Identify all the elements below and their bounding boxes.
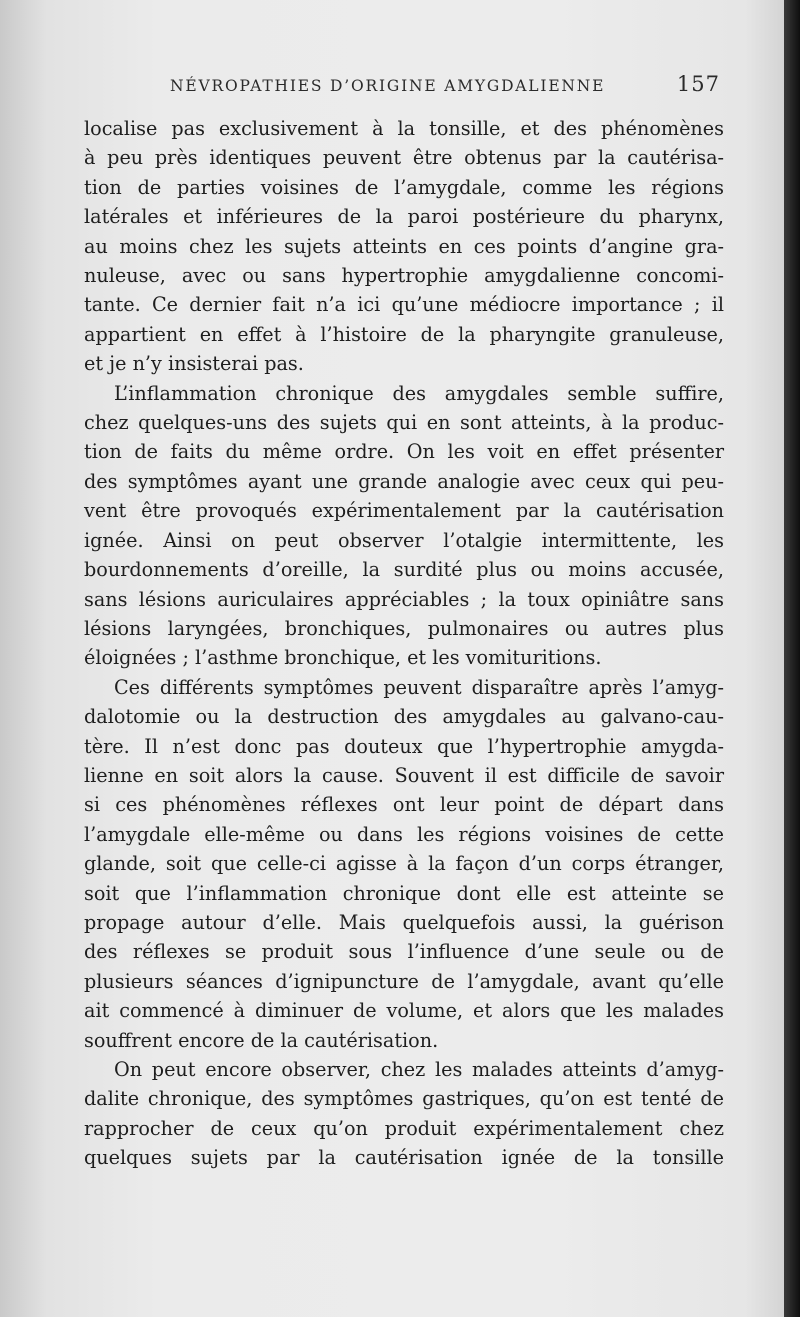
page-edge-shadow — [784, 0, 800, 1317]
page-number: 157 — [676, 72, 720, 96]
text-line: tion de parties voisines de l’amygdale, comme les régions — [84, 175, 724, 199]
paragraph-1 — [84, 114, 724, 379]
text-line: tère. Il n’est donc pas douteux que l’hypertrophie amygda- — [84, 734, 724, 758]
paragraph-3 — [84, 673, 724, 1055]
text-line: des symptômes ayant une grande analogie avec ceux qui peu- — [84, 469, 724, 493]
text-line: latérales et inférieures de la paroi postérieure du pharynx, — [84, 205, 724, 229]
text-line: si ces phénomènes réflexes ont leur point de départ dans — [84, 793, 724, 817]
paragraph-4 — [84, 1055, 724, 1173]
text-line: l’amygdale elle-même ou dans les régions voisines de cette — [84, 822, 724, 846]
text-line: souffrent encore de la cautérisation. — [84, 1028, 439, 1052]
text-line: glande, soit que celle-ci agisse à la façon d’un corps étranger, — [84, 852, 724, 876]
text-line: au moins chez les sujets atteints en ces points d’angine gra- — [84, 234, 724, 258]
text-line: ignée. Ainsi on peut observer l’otalgie intermittente, les — [84, 528, 724, 552]
text-line: à peu près identiques peuvent être obtenus par la cautérisa- — [84, 146, 724, 170]
text-line: plusieurs séances d’ignipuncture de l’amygdale, avant qu’elle — [84, 969, 724, 993]
text-line: quelques sujets par la cautérisation ignée de la tonsille — [84, 1146, 724, 1170]
text-line: lésions laryngées, bronchiques, pulmonaires ou autres plus — [84, 616, 724, 640]
text-line: nuleuse, avec ou sans hypertrophie amygdalienne concomi- — [84, 264, 724, 288]
text-line: lienne en soit alors la cause. Souvent il est difficile de savoir — [84, 763, 724, 787]
text-line: Ces différents symptômes peuvent disparaître après l’amyg- — [114, 675, 724, 699]
body-text — [84, 114, 724, 1173]
text-line: tante. Ce dernier fait n’a ici qu’une médiocre importance ; il — [84, 293, 724, 317]
text-line: On peut encore observer, chez les malades atteints d’amyg- — [114, 1058, 724, 1081]
paragraph-2 — [84, 379, 724, 673]
running-title: NÉVROPATHIES D’ORIGINE AMYGDALIENNE — [170, 77, 606, 95]
text-line: rapprocher de ceux qu’on produit expérimentalement chez — [84, 1116, 724, 1140]
text-line: éloignées ; l’asthme bronchique, et les vomituritions. — [84, 646, 602, 670]
text-line: ait commencé à diminuer de volume, et alors que les malades — [84, 999, 724, 1023]
text-line: bourdonnements d’oreille, la surdité plus ou moins accusée, — [84, 558, 724, 582]
text-line: dalotomie ou la destruction des amygdales au galvano-cau- — [84, 705, 724, 729]
text-line: et je n’y insisterai pas. — [84, 352, 304, 376]
text-line: L’inflammation chronique des amygdales semble suffire, — [114, 381, 724, 405]
text-line: tion de faits du même ordre. On les voit en effet présenter — [84, 440, 724, 464]
running-head — [170, 72, 720, 102]
text-line: chez quelques-uns des sujets qui en sont atteints, à la produc- — [84, 411, 724, 435]
text-line: des réflexes se produit sous l’influence d’une seule ou de — [84, 940, 724, 964]
text-line: sans lésions auriculaires appréciables ; la toux opiniâtre sans — [84, 587, 724, 611]
text-line: soit que l’inflammation chronique dont elle est atteinte se — [84, 881, 724, 905]
text-line: localise pas exclusivement à la tonsille, et des phénomènes — [84, 117, 724, 140]
text-line: dalite chronique, des symptômes gastriques, qu’on est tenté de — [84, 1087, 724, 1111]
text-line: appartient en effet à l’histoire de la pharyngite granuleuse, — [84, 322, 724, 346]
text-line: vent être provoqués expérimentalement par la cautérisation — [84, 499, 724, 523]
text-line: propage autour d’elle. Mais quelquefois aussi, la guérison — [84, 910, 724, 934]
